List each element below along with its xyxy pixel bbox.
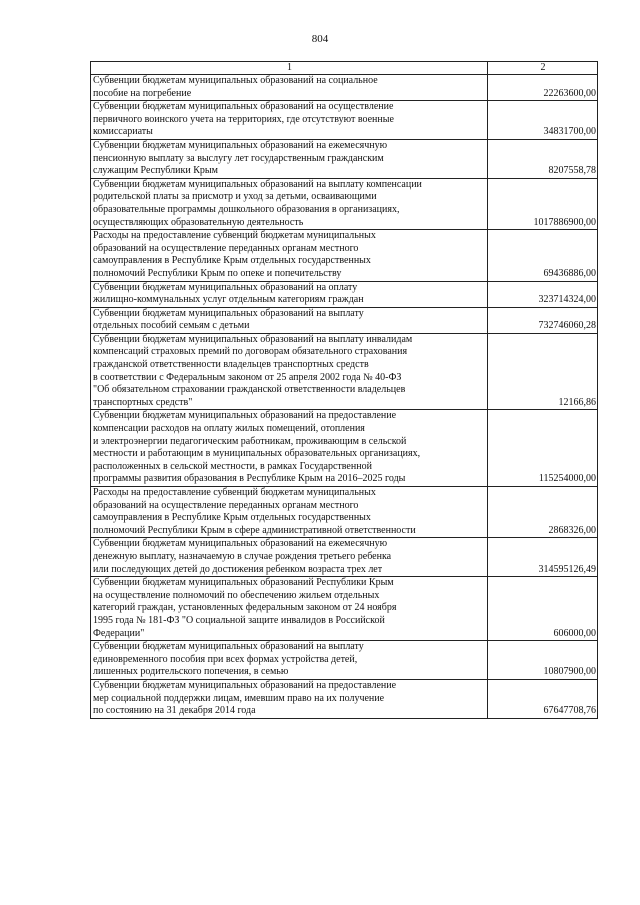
row-description: Субвенции бюджетам муниципальных образований на выплату инвалидам компенсаций страховых премий по договорам обязательного страхования гражданской ответственности владельцев транспортных средств в соответствии с Федеральным законом от 25 апреля 2002 года № 40-ФЗ "Об обязательном страховании гражданской ответственности владельцев транспортных средств" xyxy=(91,333,488,410)
table-row xyxy=(91,75,598,101)
table-row xyxy=(91,230,598,281)
row-amount: 115254000,00 xyxy=(488,410,598,487)
table-row xyxy=(91,487,598,538)
row-description: Субвенции бюджетам муниципальных образований на выплату отдельных пособий семьям с детьми xyxy=(91,307,488,333)
subvention-table xyxy=(90,61,598,719)
row-description: Расходы на предоставление субвенций бюджетам муниципальных образований на осуществление переданных органам местного самоуправления в Республике Крым отдельных государственных полномочий Республики Крым по опеке и попечительству xyxy=(91,230,488,281)
table-row xyxy=(91,178,598,229)
row-amount: 12166,86 xyxy=(488,333,598,410)
row-description: Субвенции бюджетам муниципальных образований на осуществление первичного воинского учета на территориях, где отсутствуют военные комиссариаты xyxy=(91,101,488,140)
row-amount: 34831700,00 xyxy=(488,101,598,140)
table-row xyxy=(91,333,598,410)
row-amount: 10807900,00 xyxy=(488,641,598,680)
table-row xyxy=(91,641,598,680)
row-description: Субвенции бюджетам муниципальных образований на оплату жилищно-коммунальных услуг отдельным категориям граждан xyxy=(91,281,488,307)
column-header-2: 2 xyxy=(488,62,598,75)
table-row xyxy=(91,139,598,178)
row-description: Субвенции бюджетам муниципальных образований на ежемесячную пенсионную выплату за выслугу лет государственным гражданским служащим Республики Крым xyxy=(91,139,488,178)
table-row xyxy=(91,281,598,307)
row-amount: 69436886,00 xyxy=(488,230,598,281)
header-row xyxy=(91,62,598,75)
row-description: Субвенции бюджетам муниципальных образований на предоставление компенсации расходов на оплату жилых помещений, отопления и электроэнергии педагогическим работникам, проживающим в сельской местности и работающим в муниципальных образовательных организациях, расположенных в сельской местности, в рамках Государственной программы развития образования в Республике Крым на 2016–2025 годы xyxy=(91,410,488,487)
row-amount: 732746060,28 xyxy=(488,307,598,333)
row-description: Субвенции бюджетам муниципальных образований на предоставление мер социальной поддержки лицам, имевшим право на их получение по состоянию на 31 декабря 2014 года xyxy=(91,679,488,718)
row-amount: 22263600,00 xyxy=(488,75,598,101)
table-row xyxy=(91,410,598,487)
row-description: Субвенции бюджетам муниципальных образований на ежемесячную денежную выплату, назначаемую в случае рождения третьего ребенка или последующих детей до достижения ребенком возраста трех лет xyxy=(91,538,488,577)
table-row xyxy=(91,577,598,641)
table-header xyxy=(91,62,598,75)
row-amount: 8207558,78 xyxy=(488,139,598,178)
row-amount: 314595126,49 xyxy=(488,538,598,577)
row-amount: 67647708,76 xyxy=(488,679,598,718)
table-row xyxy=(91,679,598,718)
row-amount: 606000,00 xyxy=(488,577,598,641)
table-row xyxy=(91,538,598,577)
row-description: Субвенции бюджетам муниципальных образований на выплату компенсации родительской платы за присмотр и уход за детьми, осваивающими образовательные программы дошкольного образования в организациях, осуществляющих образовательную деятельность xyxy=(91,178,488,229)
row-description: Субвенции бюджетам муниципальных образований на социальное пособие на погребение xyxy=(91,75,488,101)
table-body xyxy=(91,75,598,719)
table-row xyxy=(91,101,598,140)
row-description: Расходы на предоставление субвенций бюджетам муниципальных образований на осуществление переданных органам местного самоуправления в Республике Крым отдельных государственных полномочий Республики Крым в сфере административной ответственности xyxy=(91,487,488,538)
row-amount: 1017886900,00 xyxy=(488,178,598,229)
row-amount: 323714324,00 xyxy=(488,281,598,307)
row-description: Субвенции бюджетам муниципальных образований на выплату единовременного пособия при всех формах устройства детей, лишенных родительского попечения, в семью xyxy=(91,641,488,680)
row-description: Субвенции бюджетам муниципальных образований Республики Крым на осуществление полномочий по обеспечению жильем отдельных категорий граждан, установленных федеральным законом от 24 ноября 1995 года № 181-ФЗ "О социальной защите инвалидов в Российской Федерации" xyxy=(91,577,488,641)
column-header-1: 1 xyxy=(91,62,488,75)
table-row xyxy=(91,307,598,333)
page-number: 804 xyxy=(311,33,329,45)
row-amount: 2868326,00 xyxy=(488,487,598,538)
